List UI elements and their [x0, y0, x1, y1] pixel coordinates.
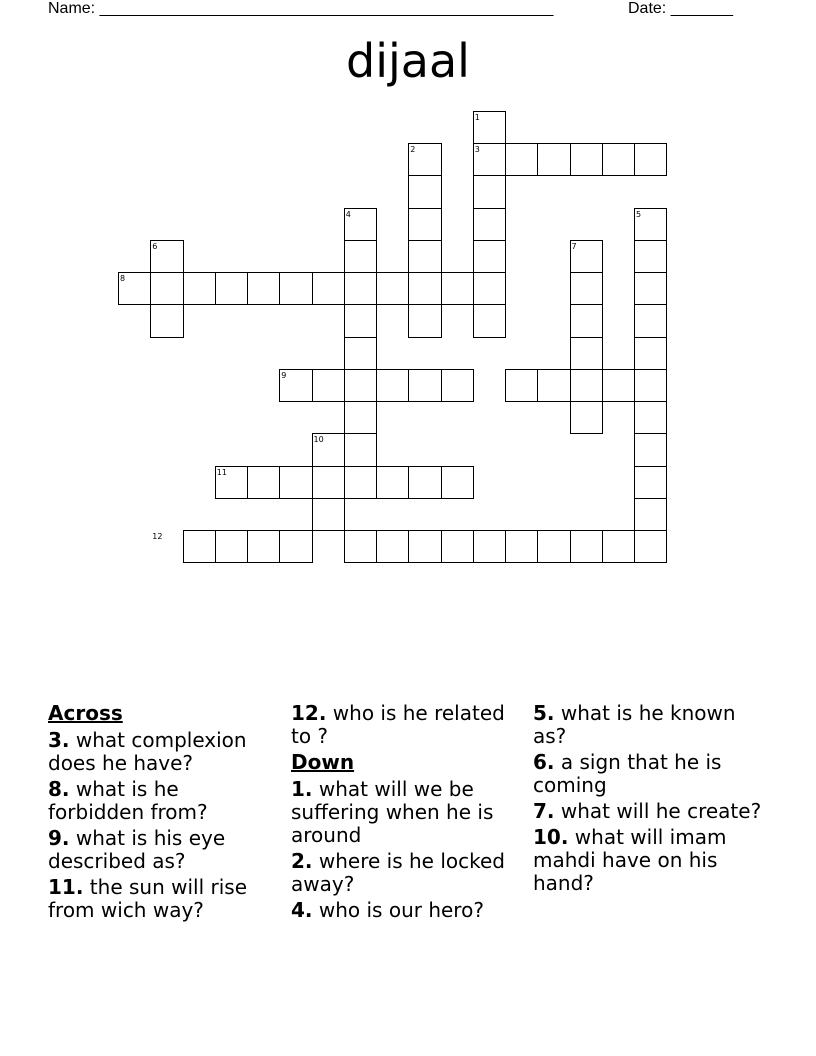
- grid-cell[interactable]: [473, 240, 506, 273]
- grid-cell[interactable]: [344, 466, 377, 499]
- clue-number: 2.: [291, 849, 313, 873]
- clue-across-8: [48, 778, 273, 824]
- grid-cell[interactable]: [537, 369, 570, 402]
- across-heading: Across: [48, 701, 123, 725]
- grid-cell[interactable]: [505, 143, 538, 176]
- clue-text: what will he create?: [560, 799, 762, 823]
- grid-cell[interactable]: [247, 272, 280, 305]
- grid-cell[interactable]: [376, 369, 409, 402]
- clue-number: 8.: [48, 777, 70, 801]
- grid-cell[interactable]: [279, 466, 312, 499]
- clue-number-label: 4: [345, 209, 351, 219]
- clue-number: 1.: [291, 777, 313, 801]
- grid-cell[interactable]: [602, 143, 635, 176]
- grid-cell[interactable]: [634, 433, 667, 466]
- grid-cell[interactable]: [634, 304, 667, 337]
- down-heading: Down: [291, 750, 355, 774]
- grid-cell[interactable]: [634, 466, 667, 499]
- clue-down-1: [291, 778, 516, 847]
- grid-cell[interactable]: [441, 466, 474, 499]
- grid-cell[interactable]: [505, 530, 538, 563]
- grid-cell[interactable]: [473, 175, 506, 208]
- grid-cell[interactable]: [570, 337, 603, 370]
- grid-cell[interactable]: [215, 272, 248, 305]
- clues-column-3: [533, 702, 763, 898]
- grid-cell[interactable]: [344, 337, 377, 370]
- grid-cell[interactable]: [408, 530, 441, 563]
- grid-cell[interactable]: [537, 143, 570, 176]
- clue-number-label: 11: [216, 467, 227, 477]
- clue-across-11: [48, 876, 273, 922]
- grid-cell[interactable]: [408, 272, 441, 305]
- grid-cell[interactable]: [376, 530, 409, 563]
- clue-text: the sun will rise from wich way?: [48, 875, 247, 922]
- clue-text: what is he forbidden from?: [48, 777, 208, 824]
- grid-cell[interactable]: [312, 369, 345, 402]
- grid-cell[interactable]: [505, 369, 538, 402]
- clue-down-6: [533, 751, 763, 797]
- grid-cell[interactable]: [408, 175, 441, 208]
- clue-text: what will imam mahdi have on his hand?: [533, 825, 727, 895]
- clue-number: 12.: [291, 701, 327, 725]
- grid-cell[interactable]: [344, 240, 377, 273]
- grid-cell[interactable]: [570, 272, 603, 305]
- clue-across-3: [48, 729, 273, 775]
- grid-cell[interactable]: [570, 143, 603, 176]
- clue-across-12: [291, 702, 516, 748]
- clue-number: 11.: [48, 875, 84, 899]
- grid-cell[interactable]: [344, 433, 377, 466]
- clues-column-2: [291, 702, 516, 925]
- grid-cell[interactable]: [150, 272, 183, 305]
- clue-number-label: 12: [152, 532, 163, 541]
- grid-cell[interactable]: [408, 369, 441, 402]
- clue-number-label: 8: [120, 274, 126, 283]
- clue-number-label: 5: [636, 209, 642, 219]
- clue-number-label: 9: [281, 370, 287, 380]
- grid-cell[interactable]: [441, 369, 474, 402]
- puzzle-title: dijaal: [346, 34, 470, 88]
- clue-down-5: [533, 702, 763, 748]
- clue-number: 5.: [533, 701, 555, 725]
- grid-cell[interactable]: [473, 272, 506, 305]
- clue-number: 3.: [48, 728, 70, 752]
- grid-cell[interactable]: [537, 530, 570, 563]
- clue-number: 6.: [533, 750, 555, 774]
- name-field[interactable]: Name: ___________________________________________________: [48, 0, 554, 17]
- clue-text: what will we be suffering when he is around: [291, 777, 494, 847]
- date-field[interactable]: Date: _______: [628, 0, 733, 17]
- grid-cell[interactable]: [279, 530, 312, 563]
- grid-cell[interactable]: [376, 466, 409, 499]
- grid-cell[interactable]: [408, 208, 441, 241]
- grid-cell[interactable]: [602, 530, 635, 563]
- clue-number-label: 10: [313, 435, 324, 445]
- clue-text: who is our hero?: [318, 898, 484, 922]
- clue-across-9: [48, 827, 273, 873]
- clue-number-label: 6: [152, 241, 158, 251]
- grid-cell[interactable]: [150, 304, 183, 337]
- grid-cell[interactable]: [408, 466, 441, 499]
- clue-number: 4.: [291, 898, 313, 922]
- clue-text: a sign that he is coming: [533, 750, 722, 797]
- grid-cell[interactable]: [312, 498, 345, 531]
- grid-cell[interactable]: [344, 369, 377, 402]
- grid-cell[interactable]: [344, 401, 377, 434]
- grid-cell[interactable]: [634, 401, 667, 434]
- grid-cell[interactable]: [376, 272, 409, 305]
- clue-text: what complexion does he have?: [48, 728, 247, 775]
- grid-cell[interactable]: [570, 530, 603, 563]
- grid-cell[interactable]: [634, 337, 667, 370]
- grid-cell[interactable]: [408, 240, 441, 273]
- grid-cell[interactable]: [247, 466, 280, 499]
- clue-text: who is he related to ?: [291, 701, 505, 748]
- grid-cell[interactable]: [215, 530, 248, 563]
- grid-cell[interactable]: [183, 272, 216, 305]
- grid-cell[interactable]: [634, 530, 667, 563]
- grid-cell[interactable]: [634, 240, 667, 273]
- clue-down-7: [533, 800, 763, 823]
- grid-cell[interactable]: [279, 272, 312, 305]
- grid-cell[interactable]: [634, 369, 667, 402]
- grid-cell[interactable]: [441, 272, 474, 305]
- clue-number: 10.: [533, 825, 569, 849]
- clue-number-label: 2: [410, 145, 416, 154]
- grid-cell[interactable]: [570, 369, 603, 402]
- clue-number: 7.: [533, 799, 555, 823]
- grid-cell[interactable]: [570, 401, 603, 434]
- grid-cell[interactable]: [344, 304, 377, 337]
- grid-cell[interactable]: [344, 272, 377, 305]
- grid-cell[interactable]: [312, 272, 345, 305]
- grid-cell[interactable]: [570, 304, 603, 337]
- clue-down-10: [533, 826, 763, 895]
- clue-text: where is he locked away?: [291, 849, 505, 896]
- grid-cell[interactable]: [602, 369, 635, 402]
- grid-cell[interactable]: [441, 530, 474, 563]
- grid-cell[interactable]: [247, 530, 280, 563]
- clue-down-2: [291, 850, 516, 896]
- clue-down-4: [291, 899, 516, 922]
- clue-text: what is his eye described as?: [48, 826, 226, 873]
- clue-number-label: 1: [474, 112, 480, 122]
- grid-cell[interactable]: [473, 530, 506, 563]
- clue-number-label: 3: [474, 145, 480, 154]
- grid-cell[interactable]: [634, 272, 667, 305]
- grid-cell[interactable]: [473, 208, 506, 241]
- grid-cell[interactable]: [183, 530, 216, 563]
- grid-cell[interactable]: [312, 466, 345, 499]
- grid-cell[interactable]: [634, 143, 667, 176]
- clue-text: what is he known as?: [533, 701, 736, 748]
- grid-cell[interactable]: [408, 304, 441, 337]
- grid-cell[interactable]: [344, 530, 377, 563]
- clues-column-1: [48, 702, 273, 925]
- clue-number-label: 7: [571, 241, 577, 251]
- clue-number: 9.: [48, 826, 70, 850]
- grid-cell[interactable]: [634, 498, 667, 531]
- grid-cell[interactable]: [473, 304, 506, 337]
